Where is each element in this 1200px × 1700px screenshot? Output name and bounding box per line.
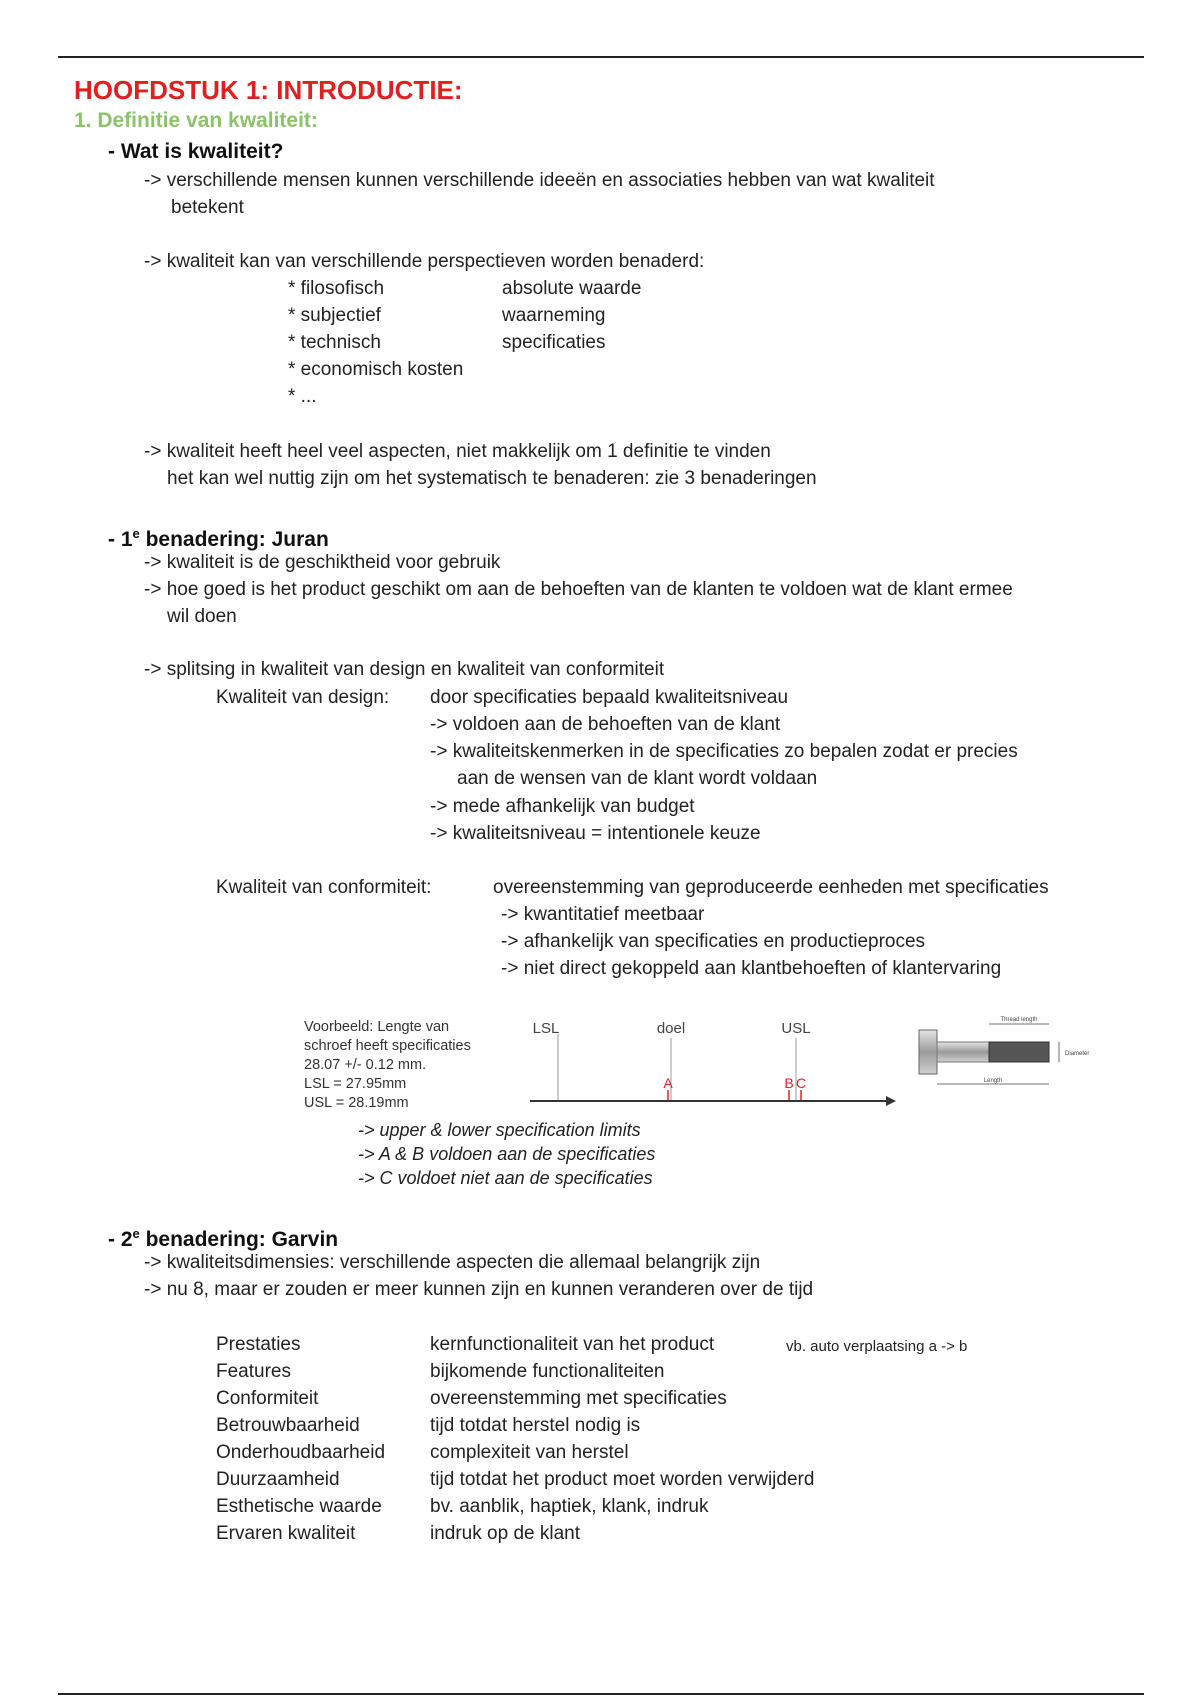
perspective-label: * subjectief xyxy=(288,305,381,326)
dimension-example: vb. auto verplaatsing a -> b xyxy=(786,1338,968,1355)
text-line: het kan wel nuttig zijn om het systematisch te benaderen: zie 3 benaderingen xyxy=(167,468,817,489)
perspective-label: * technisch xyxy=(288,332,381,353)
spec-limit-diagram xyxy=(520,1012,905,1112)
bottom-rule xyxy=(58,1693,1144,1695)
thread-length-label: Thread length xyxy=(1000,1017,1038,1023)
subheading-garvin: - 2e benadering: Garvin xyxy=(108,1226,339,1251)
design-line: -> mede afhankelijk van budget xyxy=(430,796,695,817)
example-line: LSL = 27.95mm xyxy=(304,1076,407,1092)
dimension-desc: tijd totdat herstel nodig is xyxy=(430,1415,641,1436)
text-line: -> splitsing in kwaliteit van design en kwaliteit van conformiteit xyxy=(144,659,665,680)
example-line: Voorbeeld: Lengte van xyxy=(304,1019,450,1035)
dimension-desc: kernfunctionaliteit van het product xyxy=(430,1334,715,1355)
axis-arrow-icon xyxy=(886,1096,896,1106)
dimension-name: Duurzaamheid xyxy=(216,1469,340,1490)
dimension-name: Onderhoudbaarheid xyxy=(216,1442,386,1463)
dimension-name: Prestaties xyxy=(216,1334,301,1355)
bolt-thread xyxy=(989,1042,1049,1062)
subheading-juran: - 1e benadering: Juran xyxy=(108,526,329,551)
perspective-label: * ... xyxy=(288,386,317,407)
dimension-desc: tijd totdat het product moet worden verwijderd xyxy=(430,1469,815,1490)
design-line: -> kwaliteitskenmerken in de specificaties zo bepalen zodat er precies xyxy=(430,741,1018,762)
section-heading-definitie: 1. Definitie van kwaliteit: xyxy=(74,109,318,132)
page-title: HOOFDSTUK 1: INTRODUCTIE: xyxy=(74,75,463,105)
dimension-desc: complexiteit van herstel xyxy=(430,1442,629,1463)
lsl-label: LSL xyxy=(532,1020,560,1037)
conformity-label: Kwaliteit van conformiteit: xyxy=(216,877,432,898)
marker-b: B xyxy=(784,1075,794,1091)
text-line: -> nu 8, maar er zouden er meer kunnen zijn en kunnen veranderen over de tijd xyxy=(144,1279,814,1300)
diameter-label: Diameter xyxy=(1065,1051,1090,1057)
marker-a: A xyxy=(663,1075,673,1091)
bolt-icon xyxy=(915,1012,1090,1102)
dimension-name: Conformiteit xyxy=(216,1388,319,1409)
dimension-desc: overeenstemming met specificaties xyxy=(430,1388,727,1409)
dimension-desc: indruk op de klant xyxy=(430,1523,580,1544)
dimension-desc: bv. aanblik, haptiek, klank, indruk xyxy=(430,1496,709,1517)
design-line: -> voldoen aan de behoeften van de klant xyxy=(430,714,781,735)
text-line: -> kwaliteit kan van verschillende perspectieven worden benaderd: xyxy=(144,251,705,272)
text-line: wil doen xyxy=(167,606,237,627)
example-note: -> A & B voldoen aan de specificaties xyxy=(358,1144,656,1164)
conformity-line: -> kwantitatief meetbaar xyxy=(501,904,705,925)
example-line: 28.07 +/- 0.12 mm. xyxy=(304,1057,427,1073)
length-label: Length xyxy=(983,1078,1003,1084)
design-line: -> kwaliteitsniveau = intentionele keuze xyxy=(430,823,761,844)
example-note: -> upper & lower specification limits xyxy=(358,1120,641,1140)
dimension-name: Esthetische waarde xyxy=(216,1496,382,1517)
example-line: schroef heeft specificaties xyxy=(304,1038,471,1054)
doel-label: doel xyxy=(656,1020,686,1037)
conformity-line: overeenstemming van geproduceerde eenheden met specificaties xyxy=(493,877,1049,898)
marker-c: C xyxy=(795,1075,807,1091)
conformity-line: -> afhankelijk van specificaties en productieproces xyxy=(501,931,926,952)
design-label: Kwaliteit van design: xyxy=(216,687,390,708)
example-line: USL = 28.19mm xyxy=(304,1095,409,1111)
text-line: -> kwaliteitsdimensies: verschillende aspecten die allemaal belangrijk zijn xyxy=(144,1252,761,1273)
example-note: -> C voldoet niet aan de specificaties xyxy=(358,1168,653,1188)
top-rule xyxy=(58,56,1144,58)
text-line: -> kwaliteit heeft heel veel aspecten, niet makkelijk om 1 definitie te vinden xyxy=(144,441,771,462)
text-line: -> hoe goed is het product geschikt om aan de behoeften van de klanten te voldoen wat de klant ermee xyxy=(144,579,1013,600)
perspective-value: waarneming xyxy=(502,305,606,326)
text-line: -> verschillende mensen kunnen verschillende ideeën en associaties hebben van wat kwaliteit xyxy=(144,170,935,191)
dimension-desc: bijkomende functionaliteiten xyxy=(430,1361,665,1382)
conformity-line: -> niet direct gekoppeld aan klantbehoeften of klantervaring xyxy=(501,958,1002,979)
text-line: -> kwaliteit is de geschiktheid voor gebruik xyxy=(144,552,501,573)
perspective-label: * economisch kosten xyxy=(288,359,464,380)
dimension-name: Betrouwbaarheid xyxy=(216,1415,360,1436)
design-line: aan de wensen van de klant wordt voldaan xyxy=(457,768,818,789)
perspective-value: specificaties xyxy=(502,332,606,353)
subheading-wat-is-kwaliteit: - Wat is kwaliteit? xyxy=(108,140,284,163)
bolt-head xyxy=(919,1030,937,1074)
perspective-value: absolute waarde xyxy=(502,278,642,299)
dimension-name: Ervaren kwaliteit xyxy=(216,1523,356,1544)
usl-label: USL xyxy=(781,1020,811,1037)
perspective-label: * filosofisch xyxy=(288,278,385,299)
dimension-name: Features xyxy=(216,1361,291,1382)
design-line: door specificaties bepaald kwaliteitsniveau xyxy=(430,687,789,708)
text-line: betekent xyxy=(171,197,244,218)
